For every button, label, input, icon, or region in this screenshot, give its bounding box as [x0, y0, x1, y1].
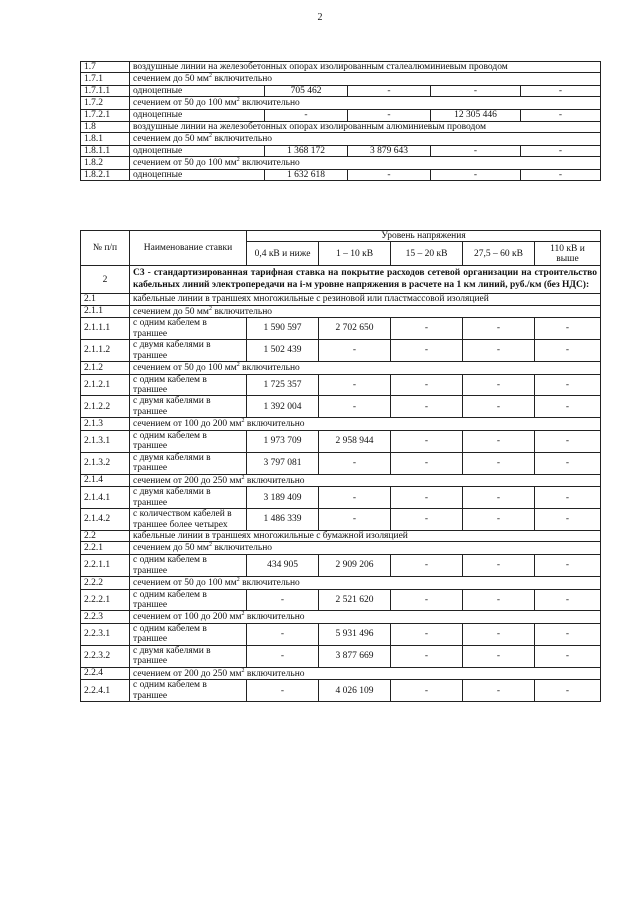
- section-label: сечением от 50 до 100 мм: [133, 158, 237, 169]
- row-code: 2.2.2: [81, 576, 130, 589]
- row-code: 1.8.1: [81, 132, 130, 145]
- rate-value: -: [535, 509, 601, 531]
- table-row: [81, 589, 601, 611]
- superscript: 2: [241, 611, 245, 618]
- rate-value: -: [535, 396, 601, 418]
- rate-value: -: [463, 624, 535, 646]
- row-code: 2.1.4.1: [81, 487, 130, 509]
- section-row: [81, 418, 601, 431]
- tariff-table-overhead-lines: [80, 61, 601, 181]
- superscript: 2: [241, 418, 245, 425]
- rate-value: -: [348, 86, 431, 97]
- table-row: [81, 680, 601, 702]
- rate-value: -: [431, 145, 521, 156]
- rate-value: 1 632 618: [265, 169, 348, 180]
- rate-name: с двумя кабелями в траншее: [130, 452, 247, 474]
- section-label-tail: включительно: [211, 306, 273, 317]
- rate-value: -: [463, 396, 535, 418]
- row-code: 2.2.2.1: [81, 589, 130, 611]
- rate-value: -: [319, 509, 391, 531]
- rate-value: -: [521, 86, 601, 97]
- row-code: 2.1.2.2: [81, 396, 130, 418]
- rate-value: 5 931 496: [319, 624, 391, 646]
- rate-value: -: [391, 555, 463, 577]
- table-row: [81, 430, 601, 452]
- rate-value: 1 368 172: [265, 145, 348, 156]
- table-row: [81, 86, 601, 97]
- rate-value: 1 486 339: [247, 509, 319, 531]
- header-num: № п/п: [81, 231, 130, 266]
- rate-value: 1 725 357: [247, 374, 319, 396]
- rate-value: -: [391, 340, 463, 362]
- row-code: 1.7.1: [81, 73, 130, 86]
- section-label-tail: включительно: [211, 74, 273, 85]
- section-label-tail: включительно: [244, 612, 305, 623]
- rate-value: -: [535, 589, 601, 611]
- rate-value: -: [535, 340, 601, 362]
- row-code: 2.2.4: [81, 667, 130, 680]
- row-code: 2.1.3: [81, 418, 130, 431]
- row-code: 2.1.1: [81, 305, 130, 318]
- rate-value: 3 879 643: [348, 145, 431, 156]
- superscript: 2: [236, 362, 240, 368]
- section-row: [81, 474, 601, 487]
- rate-name: одноцепные: [130, 145, 265, 156]
- table-row: [81, 396, 601, 418]
- section-text: [130, 474, 601, 487]
- rate-value: -: [463, 645, 535, 667]
- section-label: воздушные линии на железобетонных опорах изолированным алюминиевым проводом: [133, 121, 486, 132]
- rate-value: -: [391, 645, 463, 667]
- rate-value: -: [265, 110, 348, 121]
- rate-value: -: [391, 589, 463, 611]
- table-row: [81, 169, 601, 180]
- rate-value: -: [521, 145, 601, 156]
- rate-name: с одним кабелем в траншее: [130, 430, 247, 452]
- rate-value: -: [463, 452, 535, 474]
- header-name: Наименование ставки: [130, 231, 247, 266]
- rate-value: -: [431, 86, 521, 97]
- section-label-tail: включительно: [211, 543, 273, 554]
- section-text: [130, 156, 601, 169]
- section-label: сечением до 50 мм: [133, 543, 209, 554]
- section-row: [81, 305, 601, 318]
- row-code: 2.2.1.1: [81, 555, 130, 577]
- superscript: 2: [241, 474, 245, 481]
- rate-value: -: [319, 396, 391, 418]
- section-row: [81, 121, 601, 132]
- row-code: 1.7: [81, 62, 130, 73]
- rate-value: -: [319, 340, 391, 362]
- section-text: [130, 542, 601, 555]
- rate-value: -: [391, 318, 463, 340]
- section-label: сечением от 50 до 100 мм: [133, 363, 237, 374]
- section-label: кабельные линии в траншеях многожильные с резиновой или пластмассовой изоляцией: [133, 294, 489, 305]
- superscript: 2: [236, 156, 240, 163]
- rate-value: 2 702 650: [319, 318, 391, 340]
- header-level: 0,4 кВ и ниже: [247, 242, 319, 266]
- rate-name: с двумя кабелями в траншее: [130, 645, 247, 667]
- row-code: 2.1.3.2: [81, 452, 130, 474]
- section-label: кабельные линии в траншеях многожильные с бумажной изоляцией: [133, 531, 408, 542]
- row-code: 2.1.3.1: [81, 430, 130, 452]
- rate-name: одноцепные: [130, 110, 265, 121]
- rate-value: -: [431, 169, 521, 180]
- section-text: [130, 121, 601, 132]
- section-label-tail: включительно: [244, 668, 305, 679]
- page-number: 2: [317, 12, 323, 23]
- rate-name: с одним кабелем в траншее: [130, 589, 247, 611]
- rate-value: -: [463, 555, 535, 577]
- section-text: [130, 305, 601, 318]
- header-voltage-level: Уровень напряжения: [247, 231, 601, 242]
- superscript: 2: [208, 305, 212, 312]
- table-row: [81, 555, 601, 577]
- row-code: 2.1.4: [81, 474, 130, 487]
- rate-value: -: [535, 374, 601, 396]
- rate-name: с двумя кабелями в траншее: [130, 340, 247, 362]
- rate-name: с одним кабелем в траншее: [130, 318, 247, 340]
- table-row: [81, 645, 601, 667]
- rate-value: -: [391, 509, 463, 531]
- section-text: [130, 667, 601, 680]
- rate-name: одноцепные: [130, 169, 265, 180]
- row-code: 1.8.2: [81, 156, 130, 169]
- table-row: [81, 487, 601, 509]
- table-row: [81, 318, 601, 340]
- rate-value: 1 502 439: [247, 340, 319, 362]
- rate-value: 2 958 944: [319, 430, 391, 452]
- section-label: сечением от 200 до 250 мм: [133, 475, 242, 486]
- table-row: [81, 145, 601, 156]
- section-row: [81, 362, 601, 375]
- section-text: [130, 97, 601, 110]
- rate-value: 2 521 620: [319, 589, 391, 611]
- section-row: [81, 667, 601, 680]
- section-text: [130, 73, 601, 86]
- section-row: [81, 62, 601, 73]
- rate-value: -: [247, 645, 319, 667]
- section-text: [130, 418, 601, 431]
- rate-value: -: [391, 430, 463, 452]
- row-code: 1.7.2.1: [81, 110, 130, 121]
- superscript: 2: [241, 667, 245, 674]
- rate-value: -: [463, 487, 535, 509]
- table-row: [81, 624, 601, 646]
- section-row: [81, 576, 601, 589]
- rate-value: -: [535, 624, 601, 646]
- row-code: 2.1.2: [81, 362, 130, 375]
- row-code: 1.7.2: [81, 97, 130, 110]
- rate-name: одноцепные: [130, 86, 265, 97]
- rate-value: -: [348, 169, 431, 180]
- section-row: [81, 531, 601, 542]
- section-text: [130, 611, 601, 624]
- rate-value: -: [463, 374, 535, 396]
- section-label: сечением до 50 мм: [133, 306, 209, 317]
- superscript: 2: [208, 73, 212, 80]
- rate-value: -: [463, 430, 535, 452]
- section-label-tail: включительно: [239, 158, 300, 169]
- rate-value: -: [391, 374, 463, 396]
- rate-value: -: [463, 509, 535, 531]
- superscript: 2: [208, 132, 212, 139]
- rate-value: -: [348, 110, 431, 121]
- section-label-tail: включительно: [211, 134, 273, 145]
- table-row: [81, 452, 601, 474]
- table-row: [81, 110, 601, 121]
- rate-name: с двумя кабелями в траншее: [130, 487, 247, 509]
- tariff-table-cable-lines: [80, 230, 601, 702]
- row-code: 2.2.3.1: [81, 624, 130, 646]
- table-row: [81, 374, 601, 396]
- section-row: [81, 542, 601, 555]
- rate-value: 12 305 446: [431, 110, 521, 121]
- section-label: сечением от 100 до 200 мм: [133, 612, 242, 623]
- section-row: [81, 611, 601, 624]
- rate-value: -: [391, 396, 463, 418]
- row-code: 1.8.2.1: [81, 169, 130, 180]
- section-label: сечением до 50 мм: [133, 134, 209, 145]
- rate-value: -: [463, 340, 535, 362]
- section-label-tail: включительно: [244, 419, 305, 430]
- row-code: 2.2.1: [81, 542, 130, 555]
- row-code: 2.2.4.1: [81, 680, 130, 702]
- row-code: 2.1.2.1: [81, 374, 130, 396]
- section-text: [130, 531, 601, 542]
- row-code: 2.2: [81, 531, 130, 542]
- rate-value: -: [391, 624, 463, 646]
- table-row: [81, 340, 601, 362]
- row-code: 2.1.1.1: [81, 318, 130, 340]
- section-label-tail: включительно: [239, 363, 300, 374]
- rate-value: -: [463, 680, 535, 702]
- rate-value: -: [319, 374, 391, 396]
- rate-value: -: [319, 487, 391, 509]
- header-level: 1 – 10 кВ: [319, 242, 391, 266]
- superscript: 2: [236, 576, 240, 583]
- rate-name: с двумя кабелями в траншее: [130, 396, 247, 418]
- row-code: 1.7.1.1: [81, 86, 130, 97]
- rate-value: -: [391, 680, 463, 702]
- section-label: воздушные линии на железобетонных опорах изолированным сталеалюминиевым проводом: [133, 62, 508, 72]
- section-row: [81, 132, 601, 145]
- section-label: сечением от 100 до 200 мм: [133, 419, 242, 430]
- rate-value: 4 026 109: [319, 680, 391, 702]
- rate-name: с одним кабелем в траншее: [130, 555, 247, 577]
- superscript: 2: [236, 97, 240, 104]
- section-row: [81, 156, 601, 169]
- section-text: [130, 62, 601, 73]
- rate-value: -: [247, 624, 319, 646]
- row-code: 1.8.1.1: [81, 145, 130, 156]
- section-label: сечением до 50 мм: [133, 74, 209, 85]
- rate-value: -: [319, 452, 391, 474]
- header-level: 110 кВ и выше: [535, 242, 601, 266]
- rate-value: 3 189 409: [247, 487, 319, 509]
- section-label: сечением от 50 до 100 мм: [133, 98, 237, 109]
- section-label-tail: включительно: [239, 98, 300, 109]
- rate-value: -: [521, 169, 601, 180]
- section-row: [81, 73, 601, 86]
- rate-value: -: [535, 318, 601, 340]
- rate-value: 1 392 004: [247, 396, 319, 418]
- row-code: 2: [81, 266, 130, 294]
- rate-value: 1 590 597: [247, 318, 319, 340]
- table-row: [81, 509, 601, 531]
- rate-value: -: [391, 487, 463, 509]
- rate-value: -: [535, 555, 601, 577]
- rate-value: 705 462: [265, 86, 348, 97]
- row-code: 2.1: [81, 294, 130, 305]
- row-code: 2.1.4.2: [81, 509, 130, 531]
- row-code: 2.2.3.2: [81, 645, 130, 667]
- section-label: сечением от 200 до 250 мм: [133, 668, 242, 679]
- section-text: [130, 362, 601, 375]
- row-code: 1.8: [81, 121, 130, 132]
- section-text: [130, 132, 601, 145]
- title-row: [81, 266, 601, 294]
- rate-name: с количеством кабелей в траншее более четырех: [130, 509, 247, 531]
- header-level: 15 – 20 кВ: [391, 242, 463, 266]
- rate-value: 1 973 709: [247, 430, 319, 452]
- header-row: [81, 231, 601, 242]
- section-row: [81, 97, 601, 110]
- rate-value: -: [247, 680, 319, 702]
- section-label-tail: включительно: [239, 578, 300, 589]
- rate-value: 3 877 669: [319, 645, 391, 667]
- section-text: [130, 576, 601, 589]
- section-row: [81, 294, 601, 305]
- rate-value: 434 905: [247, 555, 319, 577]
- rate-value: -: [247, 589, 319, 611]
- header-level: 27,5 – 60 кВ: [463, 242, 535, 266]
- rate-value: -: [535, 487, 601, 509]
- section-text: [130, 294, 601, 305]
- superscript: 2: [208, 542, 212, 549]
- rate-name: с одним кабелем в траншее: [130, 374, 247, 396]
- rate-name: с одним кабелем в траншее: [130, 680, 247, 702]
- rate-value: -: [463, 589, 535, 611]
- section-label: сечением от 50 до 100 мм: [133, 578, 237, 589]
- rate-value: -: [463, 318, 535, 340]
- rate-value: -: [391, 452, 463, 474]
- rate-value: -: [535, 430, 601, 452]
- rate-value: -: [535, 452, 601, 474]
- rate-value: 3 797 081: [247, 452, 319, 474]
- rate-name: с одним кабелем в траншее: [130, 624, 247, 646]
- rate-value: -: [535, 680, 601, 702]
- rate-value: -: [521, 110, 601, 121]
- row-code: 2.1.1.2: [81, 340, 130, 362]
- rate-value: 2 909 206: [319, 555, 391, 577]
- title-text: С3 - стандартизированная тарифная ставка на покрытие расходов сетевой организации на строительство кабельных линий электропередачи на i-м уровне напряжения в расчете на 1 км линий, руб./км (без НДС):: [130, 266, 601, 294]
- row-code: 2.2.3: [81, 611, 130, 624]
- rate-value: -: [535, 645, 601, 667]
- section-label-tail: включительно: [244, 475, 305, 486]
